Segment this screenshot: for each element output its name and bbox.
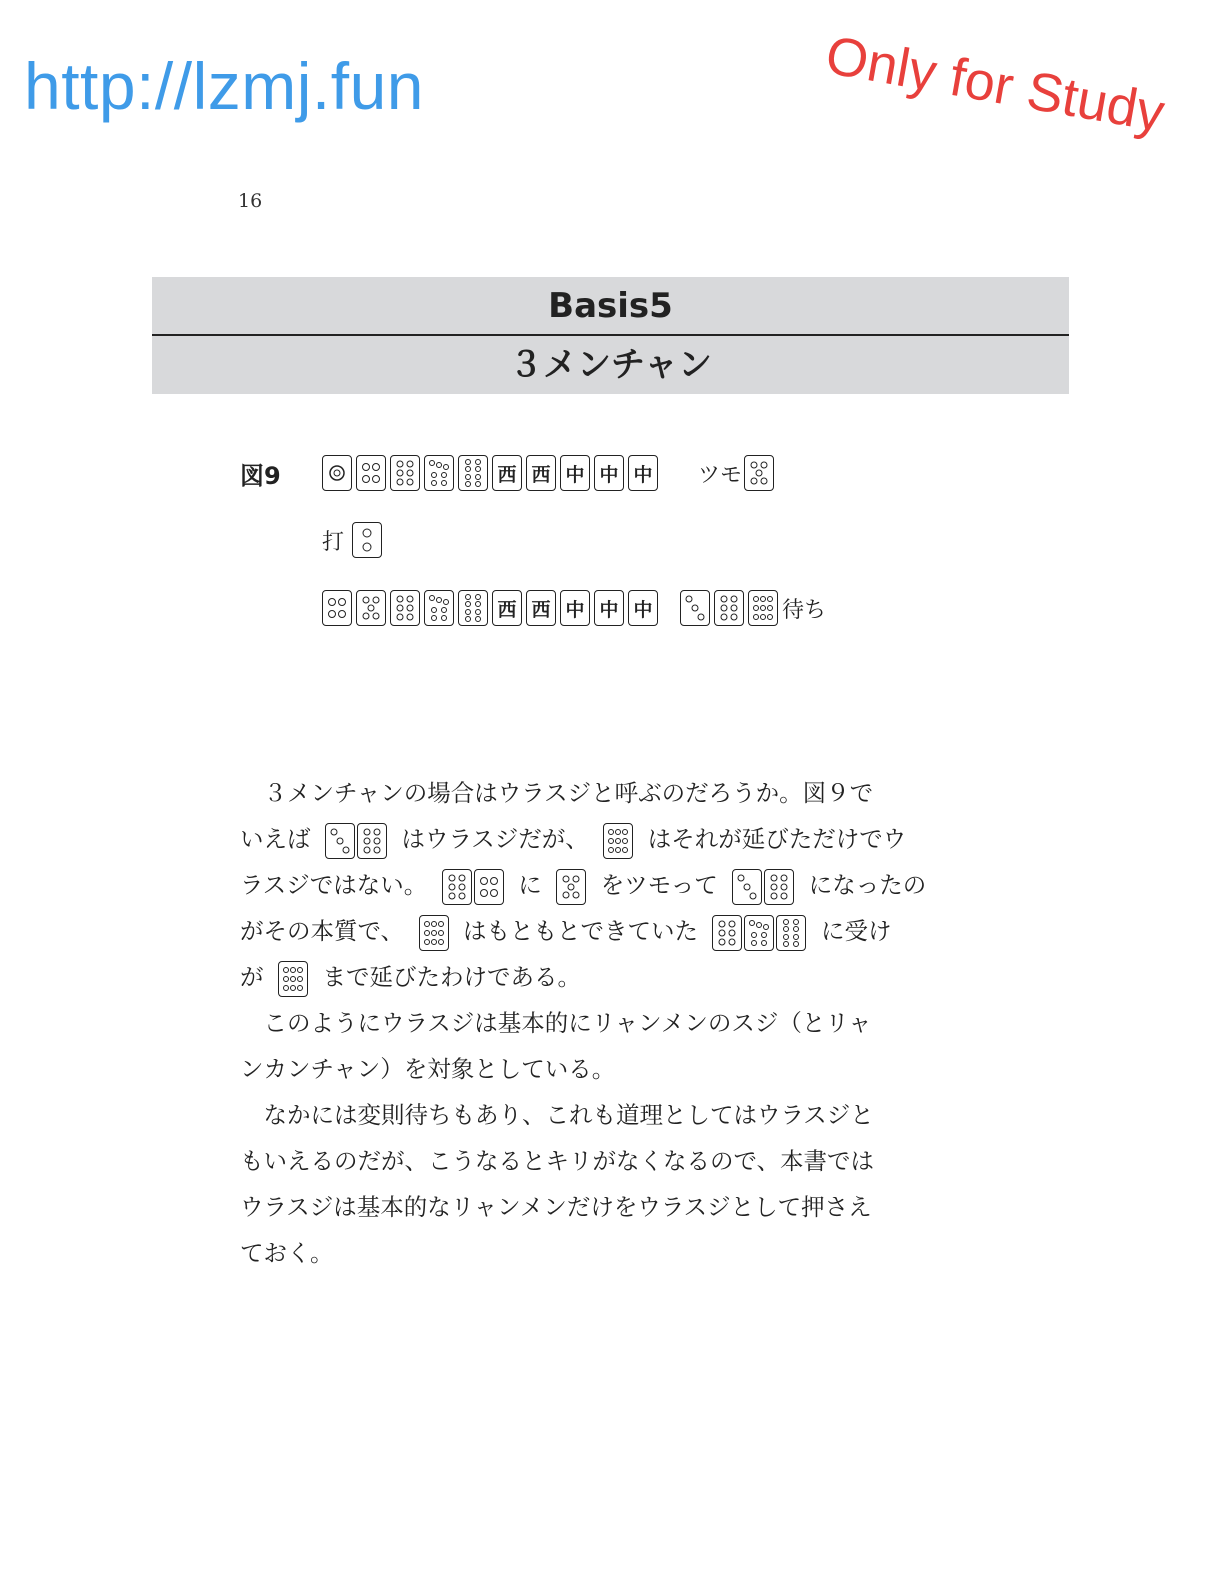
text-line: このようにウラスジは基本的にリャンメンのスジ（とリャ (263, 1009, 872, 1037)
red-dragon-tile: 中 (560, 590, 590, 626)
pin6-tile (764, 869, 794, 905)
pin7-tile (424, 455, 454, 491)
pin6-tile (357, 823, 387, 859)
pin8-tile (458, 590, 488, 626)
text-span: に (518, 871, 542, 899)
pin5-tile (556, 869, 586, 905)
west-tile: 西 (526, 590, 556, 626)
paragraph-1 (240, 770, 950, 1000)
pin9-tile (603, 823, 633, 859)
pin5-tile (744, 455, 774, 491)
watermark-url: http://lzmj.fun (24, 49, 424, 123)
text-line: もいえるのだが、こうなるとキリがなくなるので、本書では (240, 1147, 875, 1175)
text-span: はウラスジだが、 (401, 825, 589, 853)
paragraph-2 (240, 1000, 950, 1092)
watermark-study: Only for Study (821, 24, 1169, 144)
west-tile: 西 (526, 455, 556, 491)
red-dragon-tile: 中 (594, 590, 624, 626)
figure-label: 図9 (240, 462, 281, 490)
figure-hand-row (322, 455, 778, 491)
text-line: ３メンチャンの場合はウラスジと呼ぶのだろうか。図９で (263, 779, 874, 807)
red-dragon-tile: 中 (560, 455, 590, 491)
pin4-tile (356, 455, 386, 491)
paragraph-3 (240, 1092, 950, 1276)
tsumo-label: ツモ (698, 462, 743, 488)
banner-divider (152, 334, 1069, 336)
pin6-tile (712, 915, 742, 951)
text-span: ラスジではない。 (240, 871, 428, 899)
pin9-tile (419, 915, 449, 951)
pin1-tile (322, 455, 352, 491)
text-line: ンカンチャン）を対象としている。 (240, 1055, 616, 1083)
pin7-tile (424, 590, 454, 626)
pin9-tile (278, 961, 308, 997)
section-title: Basis5 (548, 286, 673, 326)
pin5-tile (356, 590, 386, 626)
text-span: に受け (820, 917, 892, 945)
pin6-tile (442, 869, 472, 905)
pin6-tile (390, 455, 420, 491)
text-span: まで延びたわけである。 (322, 963, 581, 991)
red-dragon-tile: 中 (628, 455, 658, 491)
pin3-tile (732, 869, 762, 905)
figure-discard-row (322, 522, 386, 558)
text-line: なかには変則待ちもあり、これも道理としてはウラスジと (263, 1101, 874, 1129)
text-span: はそれが延びただけでウ (647, 825, 907, 853)
body-text (240, 770, 950, 1276)
section-banner (152, 277, 1069, 394)
text-span: いえば (240, 825, 311, 853)
text-span: をツモって (600, 871, 718, 899)
text-span: になったの (808, 871, 927, 899)
text-span: がその本質で、 (240, 917, 405, 945)
west-tile: 西 (492, 455, 522, 491)
pin3-tile (325, 823, 355, 859)
pin8-tile (776, 915, 806, 951)
text-line: ウラスジは基本的なリャンメンだけをウラスジとして押さえ (240, 1193, 872, 1221)
pin6-tile (714, 590, 744, 626)
section-subtitle: ３メンチャン (509, 345, 712, 385)
pin9-tile (748, 590, 778, 626)
pin4-tile (474, 869, 504, 905)
pin2-tile (352, 522, 382, 558)
text-line: ておく。 (240, 1239, 334, 1267)
pin4-tile (322, 590, 352, 626)
text-span: はもともとできていた (463, 917, 698, 945)
text-span: が (240, 963, 264, 991)
pin3-tile (680, 590, 710, 626)
discard-label: 打 (322, 529, 345, 555)
figure-wait-row (322, 590, 826, 626)
pin7-tile (744, 915, 774, 951)
page-number: 16 (238, 190, 263, 212)
red-dragon-tile: 中 (628, 590, 658, 626)
west-tile: 西 (492, 590, 522, 626)
pin6-tile (390, 590, 420, 626)
pin8-tile (458, 455, 488, 491)
red-dragon-tile: 中 (594, 455, 624, 491)
wait-label: 待ち (782, 597, 827, 623)
